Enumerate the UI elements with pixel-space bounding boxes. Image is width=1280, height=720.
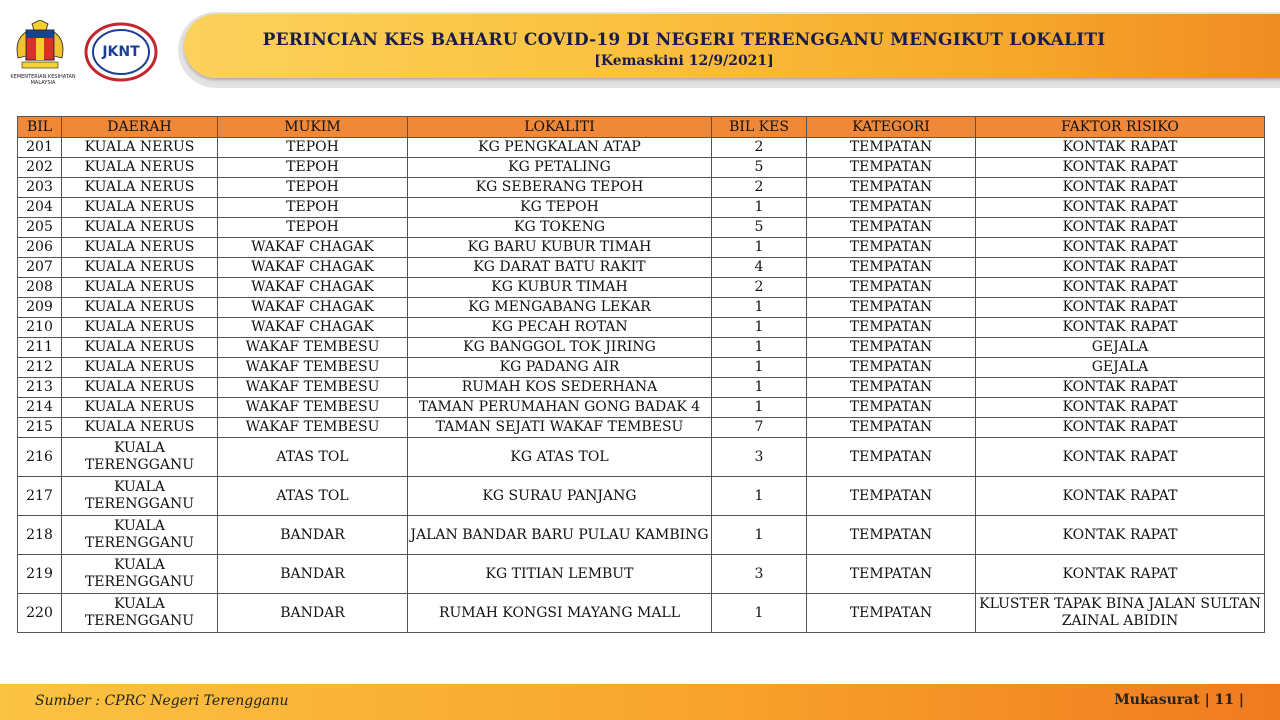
page-title: PERINCIAN KES BAHARU COVID-19 DI NEGERI TERENGGANU MENGIKUT LOKALITI bbox=[262, 30, 1106, 50]
cell-faktor-risiko: KONTAK RAPAT bbox=[976, 555, 1265, 594]
cell-bil-kes: 5 bbox=[712, 158, 807, 178]
cell-kategori: TEMPATAN bbox=[807, 318, 976, 338]
cell-kategori: TEMPATAN bbox=[807, 158, 976, 178]
cell-mukim: TEPOH bbox=[218, 198, 408, 218]
cell-daerah: KUALA NERUS bbox=[62, 358, 218, 378]
cell-bil-kes: 2 bbox=[712, 278, 807, 298]
cell-bil: 213 bbox=[18, 378, 62, 398]
table-row bbox=[18, 198, 1265, 218]
cell-daerah: KUALA NERUS bbox=[62, 138, 218, 158]
cell-bil-kes: 1 bbox=[712, 398, 807, 418]
cell-bil-kes: 1 bbox=[712, 298, 807, 318]
table-row bbox=[18, 418, 1265, 438]
cell-faktor-risiko: KONTAK RAPAT bbox=[976, 298, 1265, 318]
cell-bil: 210 bbox=[18, 318, 62, 338]
cell-bil: 216 bbox=[18, 438, 62, 477]
cell-kategori: TEMPATAN bbox=[807, 338, 976, 358]
cell-bil: 214 bbox=[18, 398, 62, 418]
table-row bbox=[18, 594, 1265, 633]
table-row bbox=[18, 477, 1265, 516]
table-row bbox=[18, 178, 1265, 198]
table-row bbox=[18, 378, 1265, 398]
cell-faktor-risiko: KONTAK RAPAT bbox=[976, 516, 1265, 555]
cell-lokaliti: TAMAN SEJATI WAKAF TEMBESU bbox=[408, 418, 712, 438]
cell-bil-kes: 2 bbox=[712, 138, 807, 158]
cell-kategori: TEMPATAN bbox=[807, 516, 976, 555]
cell-mukim: WAKAF CHAGAK bbox=[218, 298, 408, 318]
cell-faktor-risiko: KONTAK RAPAT bbox=[976, 398, 1265, 418]
cell-daerah: KUALA NERUS bbox=[62, 318, 218, 338]
cell-faktor-risiko: KONTAK RAPAT bbox=[976, 378, 1265, 398]
table-row bbox=[18, 218, 1265, 238]
cell-daerah: KUALA NERUS bbox=[62, 338, 218, 358]
cell-daerah: KUALA NERUS bbox=[62, 238, 218, 258]
cell-lokaliti: KG MENGABANG LEKAR bbox=[408, 298, 712, 318]
table-row bbox=[18, 555, 1265, 594]
column-header-daerah: DAERAH bbox=[62, 117, 218, 138]
cell-mukim: WAKAF TEMBESU bbox=[218, 378, 408, 398]
cell-mukim: WAKAF TEMBESU bbox=[218, 358, 408, 378]
table-row bbox=[18, 238, 1265, 258]
cell-daerah: KUALA TERENGGANU bbox=[62, 555, 218, 594]
column-header-lokaliti: LOKALITI bbox=[408, 117, 712, 138]
cell-daerah: KUALA TERENGGANU bbox=[62, 516, 218, 555]
cell-daerah: KUALA TERENGGANU bbox=[62, 594, 218, 633]
table-row bbox=[18, 338, 1265, 358]
cell-faktor-risiko: KLUSTER TAPAK BINA JALAN SULTAN ZAINAL ABIDIN bbox=[976, 594, 1265, 633]
cell-bil-kes: 4 bbox=[712, 258, 807, 278]
cell-lokaliti: JALAN BANDAR BARU PULAU KAMBING bbox=[408, 516, 712, 555]
cell-kategori: TEMPATAN bbox=[807, 298, 976, 318]
column-header-mukim: MUKIM bbox=[218, 117, 408, 138]
cell-bil-kes: 1 bbox=[712, 338, 807, 358]
cell-faktor-risiko: GEJALA bbox=[976, 338, 1265, 358]
crest-caption: KEMENTERIAN KESIHATAN MALAYSIA bbox=[10, 74, 76, 86]
cell-mukim: WAKAF TEMBESU bbox=[218, 418, 408, 438]
cell-kategori: TEMPATAN bbox=[807, 418, 976, 438]
cell-lokaliti: KG TOKENG bbox=[408, 218, 712, 238]
cell-bil-kes: 2 bbox=[712, 178, 807, 198]
cell-mukim: BANDAR bbox=[218, 516, 408, 555]
table-row bbox=[18, 398, 1265, 418]
cell-bil-kes: 7 bbox=[712, 418, 807, 438]
cell-lokaliti: KG KUBUR TIMAH bbox=[408, 278, 712, 298]
cell-kategori: TEMPATAN bbox=[807, 555, 976, 594]
table-row bbox=[18, 516, 1265, 555]
cell-bil: 212 bbox=[18, 358, 62, 378]
cell-bil: 203 bbox=[18, 178, 62, 198]
cell-bil: 201 bbox=[18, 138, 62, 158]
cell-faktor-risiko: KONTAK RAPAT bbox=[976, 178, 1265, 198]
cell-bil: 218 bbox=[18, 516, 62, 555]
cell-faktor-risiko: KONTAK RAPAT bbox=[976, 477, 1265, 516]
jknt-logo bbox=[84, 22, 158, 82]
cell-kategori: TEMPATAN bbox=[807, 198, 976, 218]
table-row bbox=[18, 138, 1265, 158]
cell-lokaliti: KG TEPOH bbox=[408, 198, 712, 218]
cell-daerah: KUALA NERUS bbox=[62, 258, 218, 278]
cell-bil: 217 bbox=[18, 477, 62, 516]
cell-kategori: TEMPATAN bbox=[807, 218, 976, 238]
cell-lokaliti: RUMAH KOS SEDERHANA bbox=[408, 378, 712, 398]
cell-mukim: WAKAF TEMBESU bbox=[218, 398, 408, 418]
cell-faktor-risiko: KONTAK RAPAT bbox=[976, 238, 1265, 258]
cell-faktor-risiko: KONTAK RAPAT bbox=[976, 198, 1265, 218]
cell-lokaliti: RUMAH KONGSI MAYANG MALL bbox=[408, 594, 712, 633]
cell-lokaliti: KG SURAU PANJANG bbox=[408, 477, 712, 516]
cell-faktor-risiko: KONTAK RAPAT bbox=[976, 258, 1265, 278]
cell-bil-kes: 1 bbox=[712, 477, 807, 516]
cell-kategori: TEMPATAN bbox=[807, 594, 976, 633]
cell-daerah: KUALA NERUS bbox=[62, 158, 218, 178]
cell-mukim: TEPOH bbox=[218, 218, 408, 238]
cell-faktor-risiko: KONTAK RAPAT bbox=[976, 218, 1265, 238]
jknt-logo-text: JKNT bbox=[102, 44, 140, 60]
cell-mukim: WAKAF CHAGAK bbox=[218, 238, 408, 258]
cell-lokaliti: KG BANGGOL TOK JIRING bbox=[408, 338, 712, 358]
cell-bil: 215 bbox=[18, 418, 62, 438]
cell-lokaliti: KG ATAS TOL bbox=[408, 438, 712, 477]
cell-mukim: WAKAF TEMBESU bbox=[218, 338, 408, 358]
cell-daerah: KUALA NERUS bbox=[62, 278, 218, 298]
cell-bil-kes: 3 bbox=[712, 555, 807, 594]
table-row bbox=[18, 298, 1265, 318]
table-header-row bbox=[18, 117, 1265, 138]
page-number: Mukasurat | 11 | bbox=[1114, 692, 1244, 708]
column-header-faktor-risiko: FAKTOR RISIKO bbox=[976, 117, 1265, 138]
cell-bil: 220 bbox=[18, 594, 62, 633]
column-header-bil: BIL bbox=[18, 117, 62, 138]
cell-mukim: WAKAF CHAGAK bbox=[218, 278, 408, 298]
cell-bil: 204 bbox=[18, 198, 62, 218]
cell-kategori: TEMPATAN bbox=[807, 138, 976, 158]
column-header-kategori: KATEGORI bbox=[807, 117, 976, 138]
cell-bil-kes: 1 bbox=[712, 358, 807, 378]
cell-bil: 207 bbox=[18, 258, 62, 278]
cell-bil: 206 bbox=[18, 238, 62, 258]
cell-daerah: KUALA NERUS bbox=[62, 218, 218, 238]
cell-kategori: TEMPATAN bbox=[807, 278, 976, 298]
cell-bil: 211 bbox=[18, 338, 62, 358]
cell-lokaliti: KG PENGKALAN ATAP bbox=[408, 138, 712, 158]
cell-mukim: ATAS TOL bbox=[218, 438, 408, 477]
cell-bil-kes: 1 bbox=[712, 318, 807, 338]
cell-daerah: KUALA NERUS bbox=[62, 178, 218, 198]
cell-bil: 219 bbox=[18, 555, 62, 594]
cell-mukim: TEPOH bbox=[218, 178, 408, 198]
cell-kategori: TEMPATAN bbox=[807, 258, 976, 278]
cell-faktor-risiko: KONTAK RAPAT bbox=[976, 438, 1265, 477]
table-row bbox=[18, 258, 1265, 278]
cell-bil-kes: 1 bbox=[712, 198, 807, 218]
cell-lokaliti: KG SEBERANG TEPOH bbox=[408, 178, 712, 198]
cell-daerah: KUALA NERUS bbox=[62, 298, 218, 318]
cell-mukim: TEPOH bbox=[218, 158, 408, 178]
cell-faktor-risiko: KONTAK RAPAT bbox=[976, 418, 1265, 438]
cell-mukim: ATAS TOL bbox=[218, 477, 408, 516]
cell-bil-kes: 3 bbox=[712, 438, 807, 477]
update-date: [Kemaskini 12/9/2021] bbox=[594, 53, 774, 69]
cell-kategori: TEMPATAN bbox=[807, 477, 976, 516]
cell-mukim: BANDAR bbox=[218, 555, 408, 594]
cell-mukim: WAKAF CHAGAK bbox=[218, 258, 408, 278]
cell-lokaliti: KG PETALING bbox=[408, 158, 712, 178]
cell-bil: 202 bbox=[18, 158, 62, 178]
source-note: Sumber : CPRC Negeri Terengganu bbox=[35, 693, 289, 709]
cell-bil: 205 bbox=[18, 218, 62, 238]
cell-mukim: WAKAF CHAGAK bbox=[218, 318, 408, 338]
cell-lokaliti: KG PADANG AIR bbox=[408, 358, 712, 378]
cell-bil-kes: 5 bbox=[712, 218, 807, 238]
locality-table bbox=[17, 116, 1265, 633]
cell-daerah: KUALA NERUS bbox=[62, 378, 218, 398]
cell-kategori: TEMPATAN bbox=[807, 178, 976, 198]
cell-kategori: TEMPATAN bbox=[807, 398, 976, 418]
cell-bil-kes: 1 bbox=[712, 594, 807, 633]
table-row bbox=[18, 438, 1265, 477]
cell-lokaliti: KG BARU KUBUR TIMAH bbox=[408, 238, 712, 258]
cell-daerah: KUALA NERUS bbox=[62, 418, 218, 438]
cell-bil: 208 bbox=[18, 278, 62, 298]
cell-mukim: BANDAR bbox=[218, 594, 408, 633]
table-row bbox=[18, 158, 1265, 178]
cell-daerah: KUALA NERUS bbox=[62, 198, 218, 218]
cell-bil: 209 bbox=[18, 298, 62, 318]
cell-lokaliti: TAMAN PERUMAHAN GONG BADAK 4 bbox=[408, 398, 712, 418]
cell-daerah: KUALA NERUS bbox=[62, 398, 218, 418]
table-row bbox=[18, 278, 1265, 298]
cell-kategori: TEMPATAN bbox=[807, 238, 976, 258]
cell-faktor-risiko: KONTAK RAPAT bbox=[976, 318, 1265, 338]
column-header-bil-kes: BIL KES bbox=[712, 117, 807, 138]
cell-faktor-risiko: GEJALA bbox=[976, 358, 1265, 378]
table-row bbox=[18, 318, 1265, 338]
cell-daerah: KUALA TERENGGANU bbox=[62, 477, 218, 516]
cell-bil-kes: 1 bbox=[712, 378, 807, 398]
cell-bil-kes: 1 bbox=[712, 516, 807, 555]
cell-faktor-risiko: KONTAK RAPAT bbox=[976, 278, 1265, 298]
cell-faktor-risiko: KONTAK RAPAT bbox=[976, 158, 1265, 178]
cell-daerah: KUALA TERENGGANU bbox=[62, 438, 218, 477]
cell-kategori: TEMPATAN bbox=[807, 438, 976, 477]
cell-kategori: TEMPATAN bbox=[807, 378, 976, 398]
cell-bil-kes: 1 bbox=[712, 238, 807, 258]
cell-mukim: TEPOH bbox=[218, 138, 408, 158]
cell-lokaliti: KG PECAH ROTAN bbox=[408, 318, 712, 338]
cell-lokaliti: KG TITIAN LEMBUT bbox=[408, 555, 712, 594]
cell-lokaliti: KG DARAT BATU RAKIT bbox=[408, 258, 712, 278]
table-row bbox=[18, 358, 1265, 378]
cell-kategori: TEMPATAN bbox=[807, 358, 976, 378]
cell-faktor-risiko: KONTAK RAPAT bbox=[976, 138, 1265, 158]
